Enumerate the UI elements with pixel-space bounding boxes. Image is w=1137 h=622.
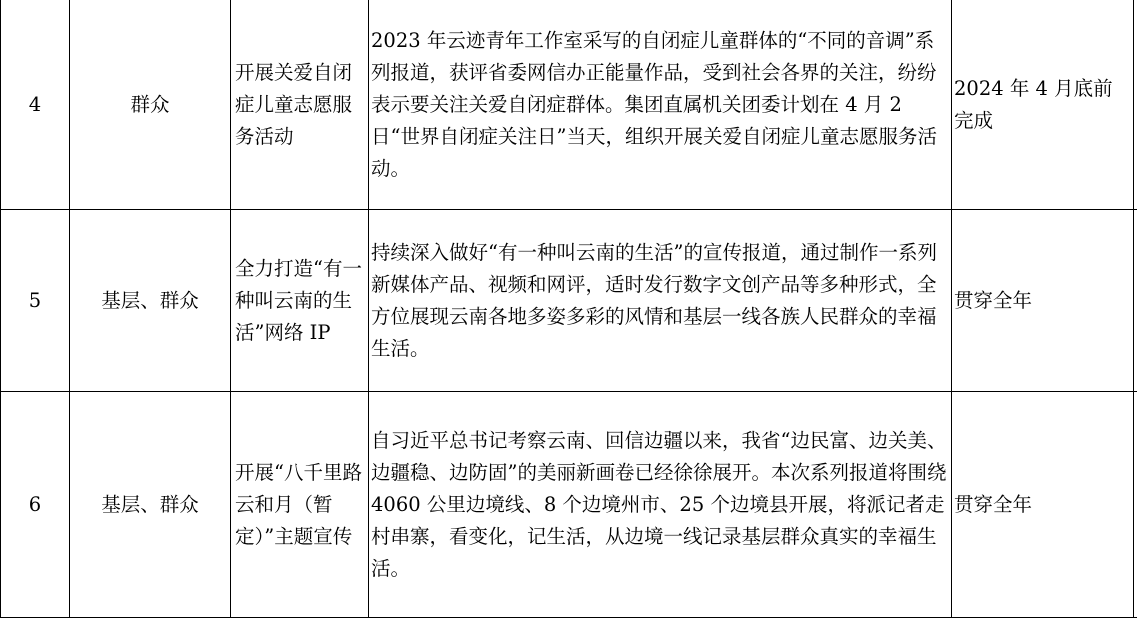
activity-name: 开展“八千里路云和月（暂定）”主题宣传 xyxy=(235,460,362,548)
table-row-5-target xyxy=(70,210,230,391)
table-row-4-number xyxy=(0,0,70,209)
activity-name: 全力打造“有一种叫云南的生活”网络 IP xyxy=(235,256,362,344)
deadline: 贯穿全年 xyxy=(954,492,1033,516)
table-row-5-time xyxy=(952,210,1133,391)
deadline: 贯穿全年 xyxy=(954,288,1033,312)
table-row-4-target xyxy=(70,0,230,209)
table-row-4-content xyxy=(369,0,951,209)
table-border-bottom xyxy=(0,617,1137,618)
table-row-6-number xyxy=(0,392,70,617)
table-row-6-item xyxy=(231,392,368,617)
table-row-6-time xyxy=(952,392,1133,617)
row-number: 5 xyxy=(28,288,42,312)
table-row-6-content xyxy=(369,392,951,617)
target-group: 群众 xyxy=(130,92,170,116)
table-row-5-number xyxy=(0,210,70,391)
activity-content: 2023 年云迹青年工作室采写的自闭症儿童群体的“不同的音调”系列报道，获评省委网信办正能量作品，受到社会各界的关注，纷纷表示要关注关爱自闭症群体。集团直属机关团委计划在 4 月 2 日“世界自闭症关注日”当天，组织开展关爱自闭症儿童志愿服务活动。 xyxy=(371,28,937,180)
activity-name: 开展关爱自闭症儿童志愿服务活动 xyxy=(235,60,353,148)
target-group: 基层、群众 xyxy=(101,288,199,312)
table-row-4-time xyxy=(952,0,1133,209)
table-row-4-item xyxy=(231,0,368,209)
target-group: 基层、群众 xyxy=(101,492,199,516)
activity-content: 自习近平总书记考察云南、回信边疆以来，我省“边民富、边关美、边疆稳、边防固”的美丽新画卷已经徐徐展开。本次系列报道将围绕 4060 公里边境线、8 个边境州市、25 个边境县开展，将派记者走村串寨，看变化，记生活，从边境一线记录基层群众真实的幸福生活。 xyxy=(371,428,947,580)
table-border-right xyxy=(1133,0,1134,618)
activity-content: 持续深入做好“有一种叫云南的生活”的宣传报道，通过制作一系列新媒体产品、视频和网评，适时发行数字文创产品等多种形式，全方位展现云南各地多姿多彩的风情和基层一线各族人民群众的幸福生活。 xyxy=(371,240,937,360)
table-row-5-item xyxy=(231,210,368,391)
row-number: 4 xyxy=(28,92,42,116)
row-number: 6 xyxy=(28,492,42,516)
deadline: 2024 年 4 月底前完成 xyxy=(954,76,1113,132)
table-row-6-target xyxy=(70,392,230,617)
table-row-5-content xyxy=(369,210,951,391)
